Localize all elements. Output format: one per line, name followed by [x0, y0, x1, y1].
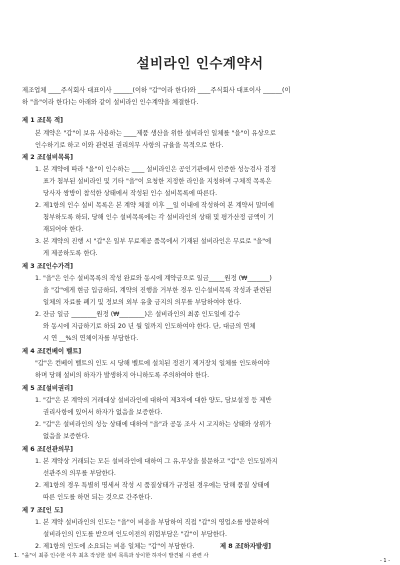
article-1-line: 본 계약은 "갑"이 보유 사용하는 ____제품 생산을 위한 설비라인 일체를 "을"이 유상으로	[35, 130, 276, 137]
article-3-item-2-line: 잔금 일금 ________원정 (₩________)은 설비라인의 최종 인도일에 갑수	[43, 311, 241, 318]
item-number: 2.	[35, 421, 42, 428]
article-3-item-2-line: 시 연 __%의 연체이자를 부담한다.	[43, 335, 139, 342]
article-2-item-1-line: 당사자 쌍방이 참석한 상태에서 작성된 인수 설비목록에 따른다.	[43, 190, 218, 197]
item-number: 1.	[35, 458, 42, 465]
article-5-item-1-line: 권리사항에 있어서 하자가 없음을 보증한다.	[43, 409, 163, 416]
article-3-item-1-line: "을"은 인수 설비목록의 작성 완료와 동시에 계약금으로 일금_____원정 (₩_______)	[43, 275, 272, 282]
article-1-heading: 제 1 조[목 적]	[22, 117, 64, 124]
article-2-item-3-line: 본 계약의 진행 시 "갑"은 일부 무료제공 품목에서 기재된 설비라인은 무료로 "을"에	[43, 238, 272, 245]
intro-line-1: 제조업체 ____주식회사 대표이사 ______(이하 "갑"이라 한다)와 ____주식회사 대표이사 ______(이	[22, 87, 291, 94]
article-2-item-3-line: 게 제공하도록 한다.	[43, 250, 98, 257]
item-number: 2.	[35, 482, 42, 489]
article-6-item-2-line: 따른 인도를 하면 되는 것으로 간주한다.	[43, 494, 153, 501]
article-5-heading: 제 5 조[설비권리]	[22, 385, 74, 392]
article-3-item-1-line: 일체의 자료를 폐기 및 정보의 외부 유출 금지의 의무를 부담하여야 한다.	[43, 299, 242, 306]
article-2-item-1-line: 표가 첨부된 설비라인 및 기타 "을"이 요청한 지정한 라인을 지칭하며 구체적 목록은	[43, 178, 272, 185]
article-6-item-1-line: 선관주의 의무를 부담한다.	[43, 470, 116, 477]
article-7-heading: 제 7 조[인 도]	[22, 507, 64, 514]
item-number: 1.	[35, 519, 42, 526]
article-7-item-1-line: 본 계약 설비라인의 인도는 "을"이 비용을 부담하여 직접 "갑"의 영업소를 방문하여	[43, 519, 270, 526]
article-4-line: 하며 당해 설비의 하자가 발생하지 아니하도록 주의하여야 한다.	[35, 372, 210, 379]
article-4-heading: 제 4 조[컨베이 벨트]	[22, 348, 82, 355]
item-number: 1.	[35, 275, 42, 282]
article-2-item-2-line: 재되어야 한다.	[43, 226, 84, 233]
item-number: 2.	[35, 543, 42, 550]
item-number: 1.	[35, 166, 42, 173]
article-2-item-2-line: 제1항의 인수 설비 목록은 본 계약 체결 이후 __일 이내에 작성하여 본 계약서 말미에	[43, 202, 274, 209]
article-4-line: "갑"은 컨베이 벨트의 인도 시 당해 벨트에 설치된 정전기 제거장치 일체를 인도하여야	[35, 360, 270, 367]
article-6-heading: 제 6 조[선관의무]	[22, 446, 74, 453]
article-5-item-2-line: "갑"은 설비라인의 성능 상태에 대하여 "을"과 공동 조사 시 고지하는 상태와 상위가	[43, 421, 272, 428]
document-title: 설비라인 인수계약서	[136, 56, 264, 72]
article-3-heading: 제 3 조[인수가격]	[22, 263, 74, 270]
page-number: - 1 -	[380, 558, 390, 564]
article-5-item-1-line: "갑"은 본 계약의 거래대상 설비라인에 대하여 제3자에 대한 양도, 담보설정 등 제반	[43, 397, 272, 404]
article-8-item-1-line: "을"이 최종 인수한 이후 최초 작성한 설비 목록과 상이한 하자이 발견될 시 관련 사	[22, 553, 209, 559]
item-number: 1.	[14, 553, 19, 559]
item-number: 3.	[35, 238, 42, 245]
article-7-item-2-line: 제1항의 인도에 소요되는 비용 일체는 "갑"이 부담한다.	[43, 543, 195, 550]
article-1-line: 인수하기로 하고 이와 관련된 권리의무 사항의 규율을 목적으로 한다.	[35, 142, 224, 149]
article-6-item-1-line: 본 계약상 거래되는 모든 설비라인에 대하여 그 유,무상을 불문하고 "갑"은 인도일까지	[43, 458, 278, 465]
item-number: 2.	[35, 202, 42, 209]
article-3-item-1-line: 을 "갑"에게 현금 입금하되, 계약의 진행을 거부한 경우 인수설비목록 작성과 관련된	[43, 287, 272, 294]
article-5-item-2-line: 없음을 보증한다.	[43, 433, 90, 440]
article-2-item-2-line: 첨부하도록 하되, 당해 인수 설비목록에는 각 설비라인의 상태 및 평가산정 금액이 기	[43, 214, 274, 221]
article-6-item-2-line: 제1항의 경우 특별히 명세서 작성 시 품질상태가 규정된 경우에는 당해 품질 상태에	[43, 482, 270, 489]
article-2-item-1-line: 본 계약에 따라 "을"이 인수하는 ____ 설비라인은 공인기관에서 인증한 성능검사 검정	[43, 166, 277, 173]
article-3-item-2-line: 와 동시에 지급하기로 하되 20 년 월 일까지 인도하여야 한다. 단, 대금의 연체	[43, 323, 256, 330]
article-2-heading: 제 2 조[설비목록]	[22, 154, 74, 161]
article-8-heading: 제 8 조[하자발생]	[220, 543, 272, 550]
intro-line-2: 하 "을"이라 한다)는 아래와 같이 설비라인 인수계약을 체결한다.	[22, 99, 199, 106]
item-number: 1.	[35, 397, 42, 404]
item-number: 2.	[35, 311, 42, 318]
article-7-item-1-line: 설비라인의 인도를 받으며 인도이전의 위험부담은 "갑"이 부담한다.	[43, 531, 228, 538]
